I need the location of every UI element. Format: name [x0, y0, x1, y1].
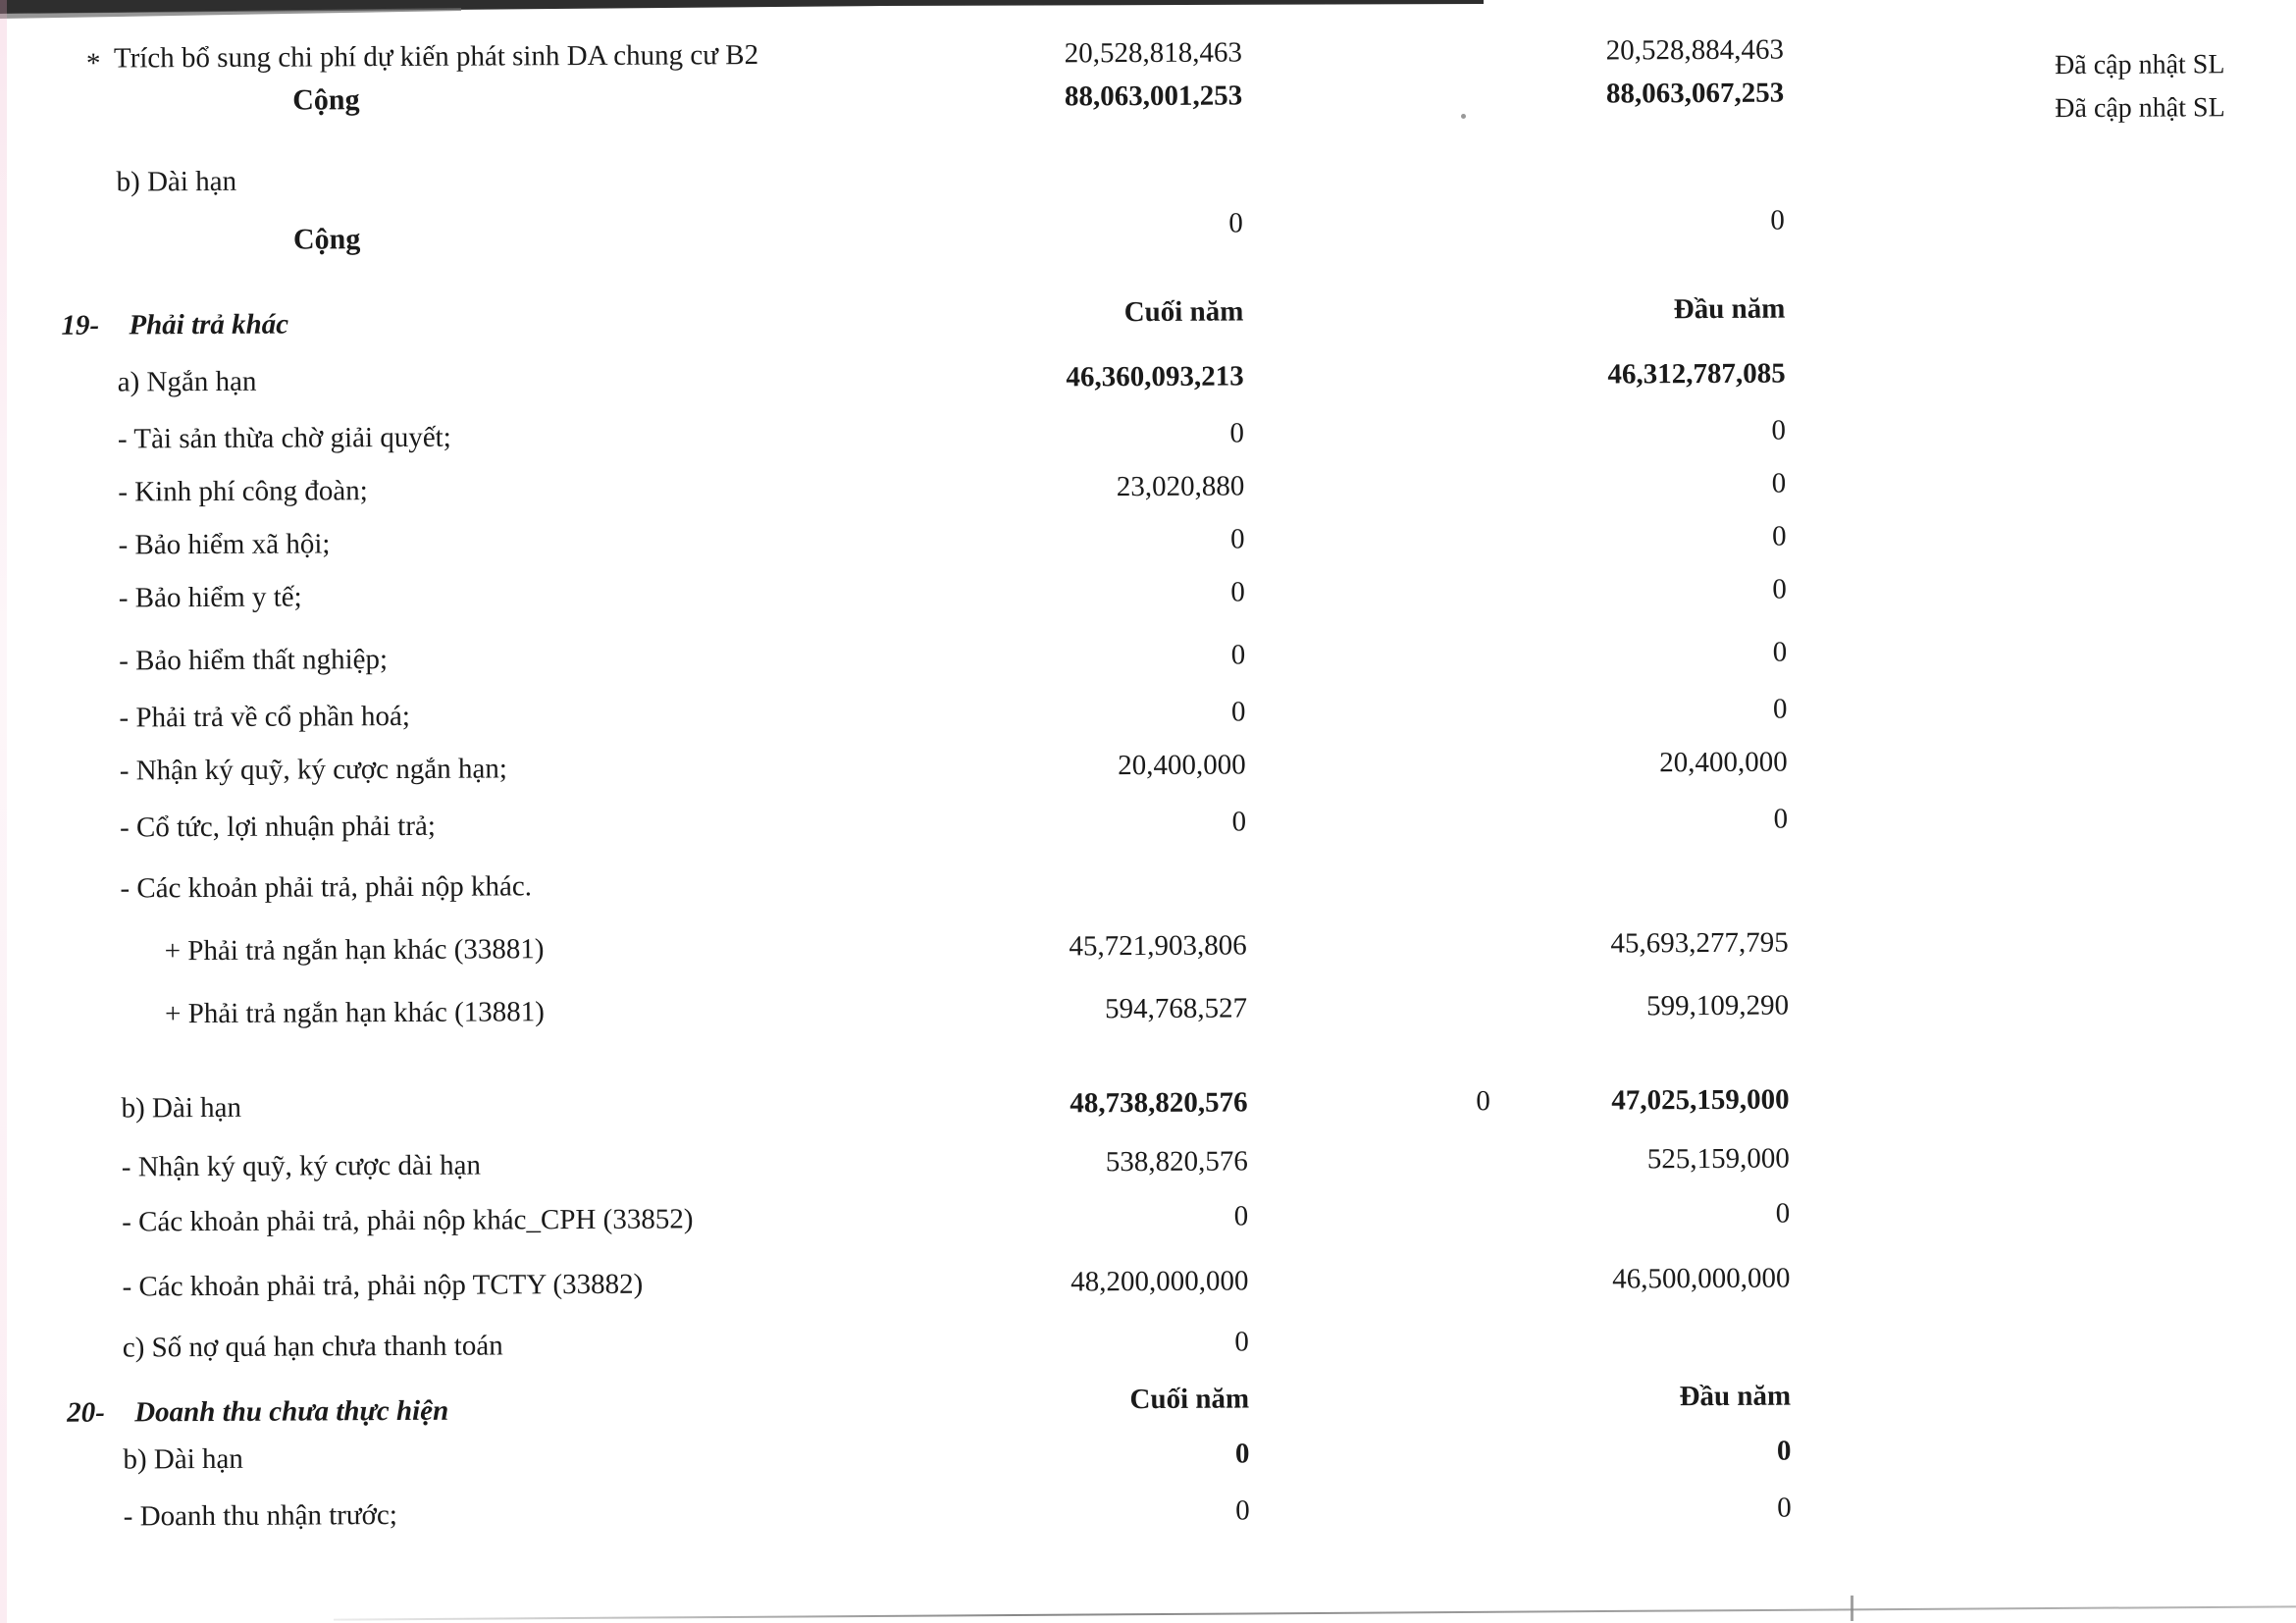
table-row [0, 463, 2294, 518]
table-row [0, 569, 2295, 624]
row-label: - Bảo hiểm xã hội; [118, 528, 331, 561]
value-cuoi-nam: 20,528,818,463 [1064, 36, 1243, 70]
table-row [0, 689, 2296, 744]
value-cuoi-nam: 0 [1230, 576, 1245, 608]
row-label: + Phải trả ngắn hạn khác (13881) [164, 996, 545, 1030]
row-label: - Cổ tức, lợi nhuận phải trả; [119, 810, 436, 844]
value-dau-nam: 20,528,884,463 [1605, 33, 1785, 67]
value-cuoi-nam: 0 [1228, 207, 1243, 239]
row-label: - Tài sản thừa chờ giải quyết; [117, 421, 451, 455]
value-dau-nam: 45,693,277,795 [1610, 926, 1789, 960]
table-row [3, 1319, 2296, 1374]
value-dau-nam: 47,025,159,000 [1611, 1083, 1790, 1117]
row-label: - Các khoản phải trả, phải nộp TCTY (33882) [122, 1268, 644, 1303]
row-label: - Doanh thu nhận trước; [123, 1499, 397, 1533]
value-cuoi-nam: 46,360,093,213 [1066, 360, 1244, 393]
table-row [0, 516, 2295, 571]
value-cuoi-nam: 88,063,001,253 [1064, 79, 1243, 113]
value-dau-nam: 0 [1771, 520, 1787, 552]
row-label: b) Dài hạn [116, 165, 237, 198]
value-cuoi-nam: 23,020,880 [1116, 470, 1245, 503]
scan-artifact-speck [1461, 114, 1466, 119]
value-dau-nam: 88,063,067,253 [1605, 77, 1785, 110]
value-dau-nam: 0 [1771, 414, 1787, 446]
value-dau-nam: 599,109,290 [1645, 989, 1790, 1022]
value-cuoi-nam: 20,400,000 [1118, 749, 1246, 782]
row-label: - Các khoản phải trả, phải nộp khác. [120, 870, 533, 905]
value-stray-zero: 0 [1476, 1085, 1490, 1118]
value-cuoi-nam: 48,200,000,000 [1070, 1265, 1249, 1298]
value-dau-nam: 46,312,787,085 [1607, 357, 1786, 391]
scan-artifact-bottom-tick [1851, 1596, 1853, 1621]
row-label: - Nhận ký quỹ, ký cược dài hạn [121, 1149, 482, 1183]
column-header-dau-nam: Đầu năm [1673, 292, 1786, 326]
row-label: + Phải trả ngắn hạn khác (33881) [164, 933, 545, 968]
table-row [0, 742, 2296, 797]
value-dau-nam: 525,159,000 [1646, 1142, 1790, 1176]
table-row [0, 410, 2294, 465]
value-cuoi-nam: 594,768,527 [1104, 992, 1248, 1025]
value-dau-nam: 0 [1772, 573, 1787, 605]
table-row [2, 1138, 2296, 1193]
value-cuoi-nam: 0 [1235, 1494, 1250, 1527]
value-cuoi-nam: 0 [1230, 639, 1246, 671]
table-row-total [0, 204, 2293, 267]
note-updated: Đã cập nhật SL [2055, 92, 2225, 125]
value-cuoi-nam: 0 [1230, 696, 1246, 728]
row-label: - Các khoản phải trả, phải nộp khác_CPH (33852) [122, 1203, 694, 1238]
note-updated: Đã cập nhật SL [2054, 49, 2225, 81]
value-dau-nam: 0 [1777, 1492, 1792, 1524]
value-cuoi-nam: 0 [1229, 523, 1245, 555]
table-row [2, 1193, 2296, 1248]
column-header-dau-nam: Đầu năm [1679, 1380, 1792, 1413]
section-header-row [3, 1380, 2296, 1439]
value-cuoi-nam: 0 [1234, 1438, 1250, 1470]
column-header-cuoi-nam: Cuối năm [1129, 1383, 1250, 1416]
value-cuoi-nam: 0 [1233, 1200, 1249, 1232]
row-label: c) Số nợ quá hạn chưa thanh toán [122, 1330, 503, 1364]
row-label: - Phải trả về cổ phần hoá; [119, 700, 410, 734]
value-cuoi-nam: 45,721,903,806 [1069, 929, 1247, 963]
value-dau-nam: 46,500,000,000 [1612, 1262, 1791, 1295]
table-row [0, 799, 2296, 854]
section-title: Doanh thu chưa thực hiện [134, 1394, 449, 1429]
value-dau-nam: 0 [1773, 803, 1789, 835]
value-cuoi-nam: 48,738,820,576 [1070, 1086, 1248, 1120]
row-label: Cộng [292, 83, 360, 117]
value-dau-nam: 0 [1772, 693, 1788, 725]
table-row [4, 1488, 2296, 1543]
value-dau-nam: 0 [1770, 204, 1785, 236]
section-title: Phải trả khác [129, 308, 289, 341]
row-label: - Bảo hiểm y tế; [118, 581, 302, 614]
section-number: 20- [67, 1396, 105, 1429]
table-row [1, 985, 2296, 1040]
section-header-row [0, 292, 2293, 351]
value-cuoi-nam: 0 [1231, 806, 1247, 838]
table-row-subtotal [0, 353, 2294, 408]
value-cuoi-nam: 0 [1234, 1326, 1249, 1358]
value-dau-nam: 0 [1771, 467, 1787, 499]
table-row [0, 632, 2295, 687]
row-label: b) Dài hạn [123, 1442, 243, 1476]
value-dau-nam: 0 [1776, 1435, 1792, 1467]
value-dau-nam: 0 [1772, 636, 1788, 668]
section-number: 19- [61, 309, 100, 341]
row-label: - Kinh phí công đoàn; [118, 475, 368, 508]
table-row [2, 1258, 2296, 1313]
table-row [0, 153, 2293, 208]
table-row [1, 922, 2296, 977]
row-label: a) Ngắn hạn [117, 365, 257, 398]
asterisk-marker: * [85, 47, 101, 79]
table-row [0, 860, 2296, 915]
value-dau-nam: 20,400,000 [1659, 746, 1788, 779]
column-header-cuoi-nam: Cuối năm [1123, 295, 1244, 329]
row-label: - Bảo hiểm thất nghiệp; [119, 644, 389, 677]
value-cuoi-nam: 0 [1229, 417, 1245, 449]
row-label: - Nhận ký quỹ, ký cược ngắn hạn; [119, 753, 507, 787]
value-dau-nam: 0 [1775, 1197, 1791, 1230]
row-label: Trích bổ sung chi phí dự kiến phát sinh DA chung cư B2 [113, 39, 759, 75]
value-cuoi-nam: 538,820,576 [1105, 1145, 1248, 1178]
row-label: b) Dài hạn [121, 1091, 242, 1125]
table-row-subtotal [1, 1079, 2296, 1134]
row-label: Cộng [292, 223, 361, 256]
table-row-subtotal [3, 1431, 2296, 1486]
